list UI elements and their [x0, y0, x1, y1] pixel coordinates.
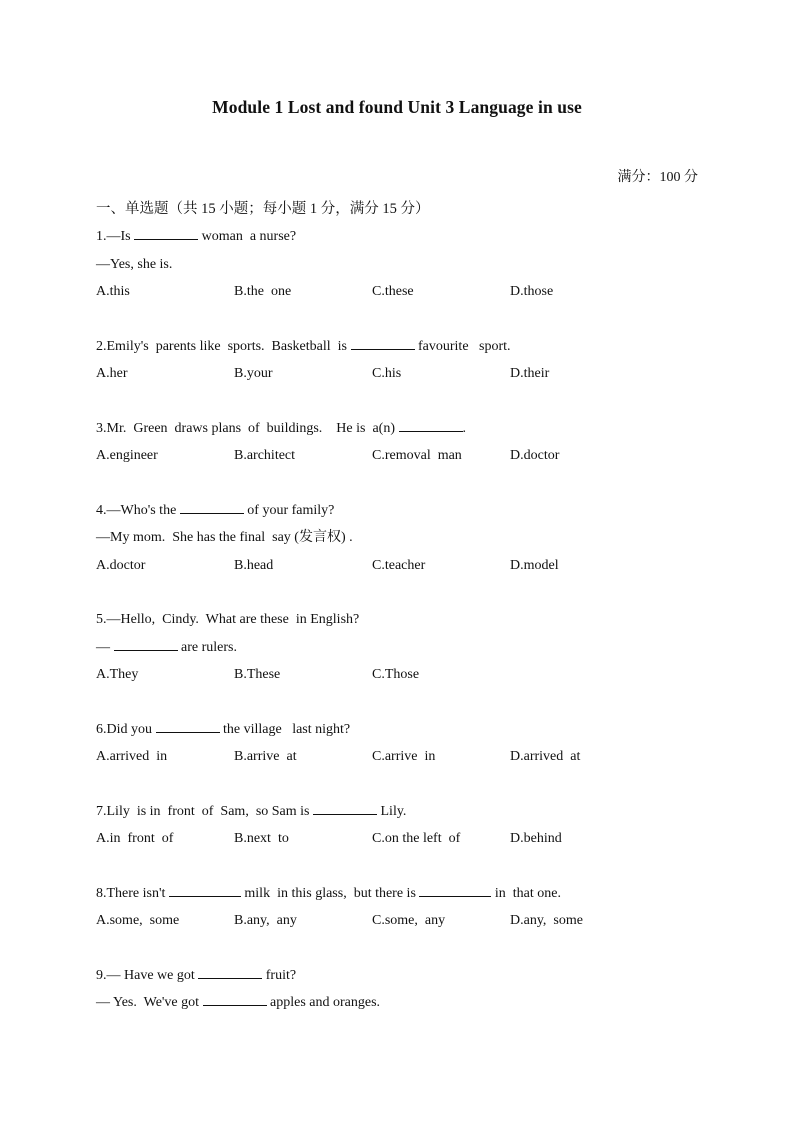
question-text-line [96, 254, 716, 282]
question-item [96, 418, 716, 473]
question-list [96, 226, 716, 1047]
answer-options [96, 555, 716, 583]
answer-option[interactable]: A.some, some [96, 913, 180, 928]
question-text-line [96, 801, 716, 829]
answer-blank[interactable] [180, 501, 244, 514]
question-item [96, 719, 716, 774]
answer-options [96, 746, 716, 774]
answer-option[interactable]: C.some, any [372, 913, 446, 928]
answer-options [96, 445, 716, 473]
question-text: 2.Emily's parents like sports. Basketball is [96, 338, 351, 354]
answer-option[interactable]: A.They [96, 667, 139, 682]
answer-option[interactable]: C.arrive in [372, 749, 436, 764]
question-text-line [96, 609, 716, 637]
page-title: Module 1 Lost and found Unit 3 Language in use [212, 97, 582, 117]
answer-option[interactable]: B.your [234, 366, 273, 381]
answer-option[interactable]: D.arrived at [510, 749, 581, 764]
answer-options [96, 828, 716, 856]
answer-option[interactable]: D.those [510, 284, 554, 299]
answer-blank[interactable] [134, 227, 198, 240]
question-item [96, 226, 716, 309]
question-text: —My mom. She has the final say (发言权) . [96, 530, 353, 545]
answer-option[interactable]: C.teacher [372, 557, 426, 573]
answer-option[interactable]: C.on the left of [372, 831, 461, 846]
question-text-line [96, 637, 716, 665]
question-text: the village last night? [219, 721, 351, 737]
answer-option[interactable]: B.the one [234, 284, 292, 299]
answer-option[interactable]: B.arrive at [234, 749, 297, 764]
answer-option[interactable]: D.their [510, 366, 550, 381]
question-text-line [96, 992, 716, 1020]
question-text: apples and oranges. [266, 995, 381, 1010]
question-item [96, 609, 716, 692]
question-item [96, 500, 716, 583]
question-text: . [462, 420, 467, 436]
question-text: milk in this glass, but there is [240, 885, 420, 901]
question-text-line [96, 336, 716, 364]
answer-options [96, 363, 716, 391]
question-item [96, 336, 716, 391]
answer-blank[interactable] [419, 884, 491, 897]
question-text: 1.—Is [96, 229, 135, 244]
question-text: — [96, 639, 114, 655]
question-text: 7.Lily is in front of Sam, so Sam is [96, 803, 313, 819]
question-text: favourite sport. [414, 338, 511, 354]
answer-option[interactable]: B.next to [234, 831, 289, 846]
question-text: are rulers. [177, 639, 237, 655]
question-text: fruit? [262, 967, 297, 983]
answer-option[interactable]: A.this [96, 284, 130, 299]
question-text-line [96, 719, 716, 747]
answer-blank[interactable] [114, 638, 178, 651]
answer-option[interactable]: A.arrived in [96, 749, 168, 764]
answer-options [96, 664, 716, 692]
answer-options [96, 910, 716, 938]
question-text: 8.There isn't [96, 885, 169, 901]
question-text-line [96, 883, 716, 911]
question-text-line [96, 418, 716, 446]
answer-blank[interactable] [351, 337, 415, 350]
question-text: 4.—Who's the [96, 502, 180, 518]
answer-option[interactable]: C.Those [372, 667, 420, 682]
answer-option[interactable]: B.architect [234, 448, 296, 463]
answer-option[interactable]: D.model [510, 557, 559, 573]
answer-option[interactable]: C.these [372, 284, 414, 299]
answer-blank[interactable] [156, 720, 220, 733]
question-text: 5.—Hello, Cindy. What are these in English? [96, 612, 360, 627]
answer-option[interactable]: A.doctor [96, 557, 146, 573]
answer-option[interactable]: B.head [234, 557, 274, 573]
question-text: — Yes. We've got [96, 995, 203, 1010]
question-text: 6.Did you [96, 721, 156, 737]
answer-blank[interactable] [203, 993, 267, 1006]
question-text: —Yes, she is. [96, 256, 173, 272]
question-text: woman a nurse? [198, 229, 297, 244]
full-score-label: 满分：100 分 [617, 170, 698, 185]
question-text-line [96, 226, 716, 254]
question-item [96, 965, 716, 1020]
answer-option[interactable]: A.her [96, 366, 128, 381]
answer-option[interactable]: A.engineer [96, 448, 158, 463]
question-text: in that one. [491, 885, 562, 901]
answer-option[interactable]: D.doctor [510, 448, 560, 463]
question-text: 9.— Have we got [96, 967, 199, 983]
answer-blank[interactable] [198, 966, 262, 979]
answer-option[interactable]: D.behind [510, 831, 562, 846]
question-text-line [96, 965, 716, 993]
question-text: 3.Mr. Green draws plans of buildings. He is a(n) [96, 420, 399, 436]
question-text-line [96, 527, 716, 555]
question-text: Lily. [377, 803, 407, 819]
answer-blank[interactable] [313, 802, 377, 815]
answer-option[interactable]: D.any, some [510, 913, 583, 928]
answer-option[interactable]: B.any, any [234, 913, 297, 928]
question-item [96, 801, 716, 856]
answer-blank[interactable] [169, 884, 241, 897]
question-item [96, 883, 716, 938]
answer-option[interactable]: C.removal man [372, 448, 462, 463]
answer-option[interactable]: C.his [372, 366, 402, 381]
section-heading: 一、单选题（共 15 小题；每小题 1 分，满分 15 分） [96, 201, 430, 217]
answer-option[interactable]: B.These [234, 667, 281, 682]
answer-options [96, 281, 716, 309]
question-text-line [96, 500, 716, 528]
answer-blank[interactable] [399, 419, 463, 432]
answer-option[interactable]: A.in front of [96, 831, 174, 846]
question-text: of your family? [243, 502, 335, 518]
